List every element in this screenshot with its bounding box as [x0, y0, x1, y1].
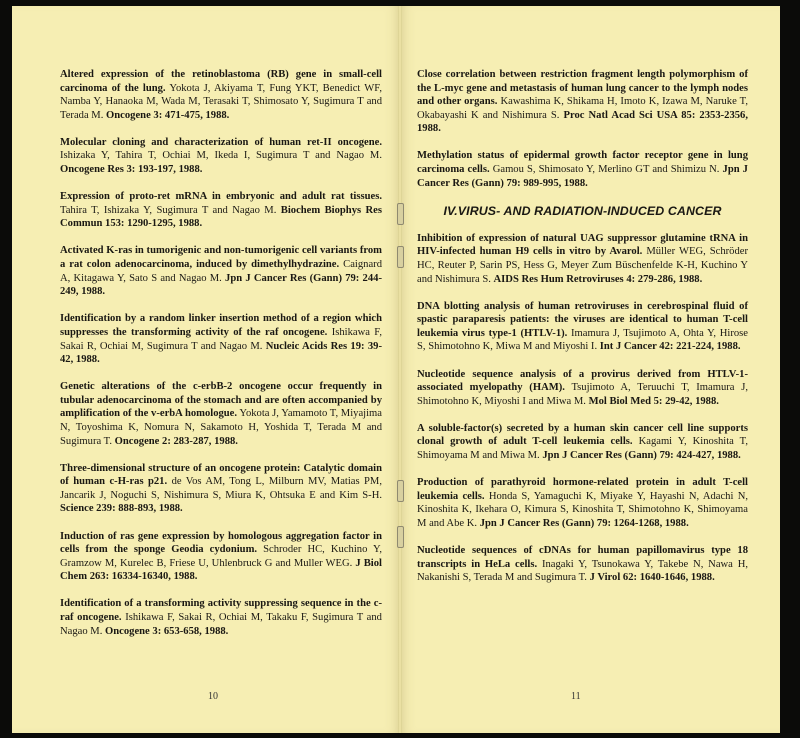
- entry-title: DNA blotting analysis of human retroviruses in cerebrospinal fluid of spastic paraparesis patients: the viruses are identical to human T-cell leukemia virus type-1 (HTLV-1).: [417, 300, 748, 339]
- entry-authors: Kagami Y, Kinoshita T, Shimoyama M and Miwa M.: [417, 436, 748, 461]
- page-number: 11: [571, 691, 581, 702]
- right-entry-list-bottom: [417, 232, 748, 585]
- section-heading: IV.VIRUS- AND RADIATION-INDUCED CANCER: [443, 203, 722, 218]
- entry-journal: Int J Cancer 42: 221-224, 1988.: [599, 341, 741, 353]
- entry-authors: Caignard A, Kitagawa Y, Sato S and Nagao M.: [60, 259, 382, 284]
- left-entry-list: [60, 68, 382, 638]
- entry-journal: J Biol Chem 263: 16334-16340, 1988.: [60, 557, 382, 583]
- entry-title: Induction of ras gene expression by homologous aggregation factor in cells from the sponge Geodia cydonium.: [60, 530, 382, 556]
- reference-entry: [417, 476, 748, 530]
- entry-authors: Ishizaka Y, Tahira T, Ochiai M, Ikeda I, Sugimura T and Nagao M.: [60, 150, 382, 162]
- reference-entry: [417, 422, 748, 463]
- left-page: [12, 6, 400, 733]
- staple: [397, 246, 404, 268]
- entry-title: Identification by a random linker insertion method of a region which suppresses the transforming activity of the raf oncogene.: [60, 313, 382, 338]
- entry-journal: Jpn J Cancer Res (Gann) 79: 989-995, 1988.: [417, 164, 748, 189]
- entry-authors: Schroder HC, Kuchino Y, Gramzow M, Kurelec B, Friese U, Uhlenbruck G and Muller WEG.: [60, 544, 382, 569]
- reference-entry: [417, 232, 748, 286]
- staple: [397, 526, 404, 548]
- reference-entry: [60, 244, 382, 298]
- entry-authors: Inagaki Y, Tsunokawa Y, Takebe N, Nawa H, Nakanishi S, Terada M and Sugimura T.: [417, 558, 748, 584]
- entry-authors: Kawashima K, Shikama H, Imoto K, Izawa M, Naruke T, Okabayashi K and Nishimura S.: [417, 96, 749, 121]
- entry-journal: Jpn J Cancer Res (Gann) 79: 244-249, 1988.: [60, 272, 382, 298]
- entry-authors: Honda S, Yamaguchi K, Miyake Y, Hayashi N, Adachi N, Kinoshita K, Ikehara O, Kimura S, Kinoshita T, Shimotohno K, Shimoyama M and Abe K.: [417, 490, 749, 529]
- entry-title: Production of parathyroid hormone-related protein in adult T-cell leukemia cells.: [417, 477, 748, 502]
- entry-title: Inhibition of expression of natural UAG suppressor glutamine tRNA in HIV-infected human H9 cells in vitro by Avarol.: [417, 232, 748, 258]
- reference-entry: [417, 300, 748, 354]
- entry-title: Molecular cloning and characterization of human ret-II oncogene.: [60, 136, 382, 148]
- reference-entry: [60, 190, 382, 231]
- reference-entry: [60, 530, 382, 584]
- reference-entry: [60, 68, 382, 122]
- page-number: 10: [208, 691, 218, 702]
- entry-journal: Biochem Biophys Res Commun 153: 1290-1295, 1988.: [60, 204, 382, 230]
- reference-entry: [60, 462, 382, 516]
- entry-journal: Oncogene 2: 283-287, 1988.: [114, 435, 238, 447]
- staple: [397, 203, 404, 225]
- entry-title: Close correlation between restriction fragment length polymorphism of the L-myc gene and metastasis of human lung cancer to the lymph nodes and other organs.: [417, 69, 748, 108]
- reference-entry: [417, 544, 748, 585]
- entry-journal: Oncogene 3: 653-658, 1988.: [105, 625, 229, 637]
- entry-journal: Oncogene 3: 471-475, 1988.: [106, 109, 230, 121]
- entry-journal: Mol Biol Med 5: 29-42, 1988.: [588, 395, 719, 407]
- entry-authors: Yokota J, Yamamoto T, Miyajima N, Toyoshima K, Nomura N, Sakamoto H, Yoshida T, Terada M and Sugimura T.: [60, 408, 382, 447]
- entry-title: Expression of proto-ret mRNA in embryonic and adult rat tissues.: [60, 191, 382, 203]
- entry-authors: Ishikawa F, Sakai R, Ochiai M, Sugimura T and Nagao M.: [60, 326, 382, 352]
- reference-entry: [417, 149, 748, 190]
- entry-journal: J Virol 62: 1640-1646, 1988.: [589, 572, 715, 584]
- entry-journal: AIDS Res Hum Retroviruses 4: 279-286, 1988.: [493, 273, 703, 285]
- reference-entry: [60, 312, 382, 366]
- entry-title: Genetic alterations of the c-erbB-2 oncogene occur frequently in tubular adenocarcinoma of the stomach and are often accompanied by amplification of the v-erbA homologue.: [60, 381, 382, 420]
- entry-journal: Science 239: 888-893, 1988.: [60, 503, 183, 515]
- entry-title: Activated K-ras in tumorigenic and non-tumorigenic cell variants from a rat colon adenocarcinoma, induced by dimethylhydrazine.: [60, 245, 382, 271]
- entry-title: Nucleotide sequences of cDNAs for human papillomavirus type 18 transcripts in HeLa cells.: [417, 544, 748, 570]
- booklet-spread: [12, 6, 780, 733]
- entry-title: Altered expression of the retinoblastoma (RB) gene in small-cell carcinoma of the lung.: [60, 69, 382, 94]
- entry-title: Nucleotide sequence analysis of a provirus derived from HTLV-1-associated myelopathy (HAM).: [417, 368, 748, 394]
- entry-authors: Tahira T, Ishizaka Y, Sugimura T and Nagao M.: [60, 204, 277, 216]
- entry-journal: Jpn J Cancer Res (Gann) 79: 1264-1268, 1988.: [479, 517, 689, 529]
- entry-title: Identification of a transforming activity suppressing sequence in the c-raf oncogene.: [60, 598, 382, 623]
- staple: [397, 480, 404, 502]
- binding-gutter: [398, 6, 402, 733]
- entry-journal: Nucleic Acids Res 19: 39-42, 1988.: [60, 340, 382, 366]
- entry-journal: Jpn J Cancer Res (Gann) 79: 424-427, 1988.: [542, 449, 741, 461]
- entry-authors: de Vos AM, Tong L, Milburn MV, Matias PM, Jancarik J, Noguchi S, Nishimura S, Miura K, Ohtsuka E and Kim S-H.: [60, 476, 382, 501]
- reference-entry: [60, 380, 382, 448]
- entry-title: Methylation status of epidermal growth factor receptor gene in lung carcinoma cells.: [417, 150, 748, 176]
- entry-journal: Oncogene Res 3: 193-197, 1988.: [60, 164, 203, 176]
- reference-entry: [60, 597, 382, 638]
- entry-authors: Tsujimoto A, Teruuchi T, Imamura J, Shimotohno K, Miyoshi I and Miwa M.: [417, 382, 748, 407]
- entry-authors: Müller WEG, Schröder HC, Reuter P, Sarin PS, Hess G, Meyer Zum Büschenfelde K-H, Kuchino Y and Nishimura S.: [417, 246, 748, 285]
- reference-entry: [60, 136, 382, 177]
- entry-authors: Gamou S, Shimosato Y, Merlino GT and Shimizu N.: [492, 164, 720, 176]
- entry-journal: Proc Natl Acad Sci USA 85: 2353-2356, 1988.: [417, 109, 748, 135]
- entry-authors: Yokota J, Akiyama T, Fung YKT, Benedict WF, Namba Y, Hanaoka M, Wada M, Terasaki T, Shimosato Y, Sugimura T and Terada M.: [60, 82, 383, 121]
- entry-authors: Imamura J, Tsujimoto A, Ohta Y, Hirose S, Shimotohno K, Miwa M and Miyoshi I.: [417, 327, 748, 353]
- right-page: [400, 6, 780, 733]
- entry-authors: Ishikawa F, Sakai R, Ochiai M, Takaku F, Sugimura T and Nagao M.: [60, 612, 382, 637]
- entry-title: A soluble-factor(s) secreted by a human skin cancer cell line supports clonal growth of adult T-cell leukemia cells.: [417, 422, 748, 448]
- entry-title: Three-dimensional structure of an oncogene protein: Catalytic domain of human c-H-ras p21.: [60, 462, 382, 488]
- right-entry-list-top: [417, 68, 748, 190]
- reference-entry: [417, 68, 748, 136]
- reference-entry: [417, 368, 748, 409]
